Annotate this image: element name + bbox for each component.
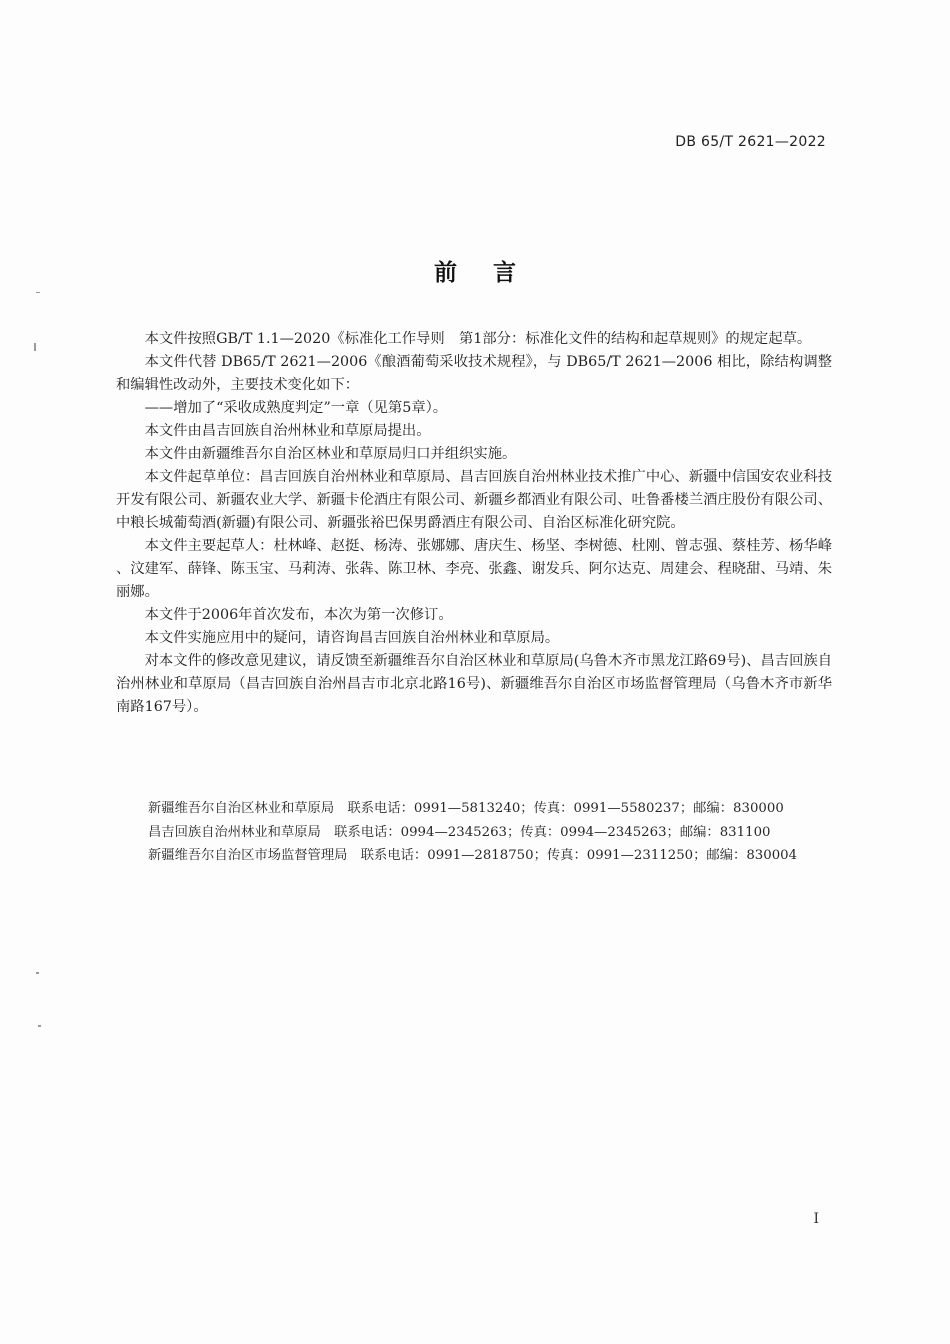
paragraph-proposer: 本文件由昌吉回族自治州林业和草原局提出。 [144,423,431,439]
scan-speck [34,343,36,351]
paragraph-administrator: 本文件由新疆维吾尔自治区林业和草原局归口并组织实施。 [144,446,517,462]
paragraph-replacement: 本文件代替 DB65/T 2621—2006《酿酒葡萄采收技术规程》，与 DB65/T 2621—2006 相比，除结构调整和编辑性改动外，主要技术变化如下： [116,354,832,393]
paragraph-drafting-units: 本文件起草单位：昌吉回族自治州林业和草原局、昌吉回族自治州林业技术推广中心、新疆中信国安农业科技开发有限公司、新疆农业大学、新疆卡伦酒庄有限公司、新疆乡都酒业有限公司、吐鲁番楼兰酒庄股份有限公司、中粮长城葡萄酒(新疆)有限公司、新疆张裕巴保男爵酒庄有限公司、自治区标准化研究院。 [116,469,832,531]
foreword-body [116,328,832,719]
paragraph-structure-basis: 本文件按照GB/T 1.1—2020《标准化工作导则 第1部分：标准化文件的结构和起草规则》的规定起草。 [144,331,812,347]
contact-list [148,797,797,868]
page-title [0,254,950,287]
scan-speck [36,972,39,974]
page-number: I [813,1211,819,1227]
contact-line-forestry-bureau: 新疆维吾尔自治区林业和草原局 联系电话：0991—5813240；传真：0991—5580237；邮编：830000 [148,801,784,816]
contact-line-market-regulation: 新疆维吾尔自治区市场监督管理局 联系电话：0991—2818750；传真：0991—2311250；邮编：830004 [148,848,798,863]
scan-speck [36,292,40,293]
paragraph-inquiries: 本文件实施应用中的疑问，请咨询昌吉回族自治州林业和草原局。 [144,630,560,646]
paragraph-feedback: 对本文件的修改意见建议，请反馈至新疆维吾尔自治区林业和草原局(乌鲁木齐市黑龙江路69号)、昌吉回族自治州林业和草原局（昌吉回族自治州昌吉市北京北路16号)、新疆维吾尔自治区市场监督管理局（乌鲁木齐市新华南路167号）。 [116,653,832,715]
title-char-1: 前 [434,260,457,286]
contact-line-changji-bureau: 昌吉回族自治州林业和草原局 联系电话：0994—2345263；传真：0994—2345263；邮编：831100 [148,824,771,840]
document-code: DB 65/T 2621—2022 [675,134,826,150]
title-char-2: 言 [493,260,516,286]
scan-speck [38,1025,41,1027]
paragraph-change-item: ——增加了“采收成熟度判定”一章（见第5章）。 [144,400,448,416]
paragraph-drafters: 本文件主要起草人：杜林峰、赵挺、杨涛、张娜娜、唐庆生、杨坚、李树德、杜刚、曾志强、蔡桂芳、杨华峰 、汶建军、薛锋、陈玉宝、马莉涛、张犇、陈卫林、李亮、张鑫、谢发兵、阿尔达克、周建会、程晓甜、马靖、朱丽娜。 [116,538,832,600]
paragraph-publication-history: 本文件于2006年首次发布，本次为第一次修订。 [144,607,453,623]
